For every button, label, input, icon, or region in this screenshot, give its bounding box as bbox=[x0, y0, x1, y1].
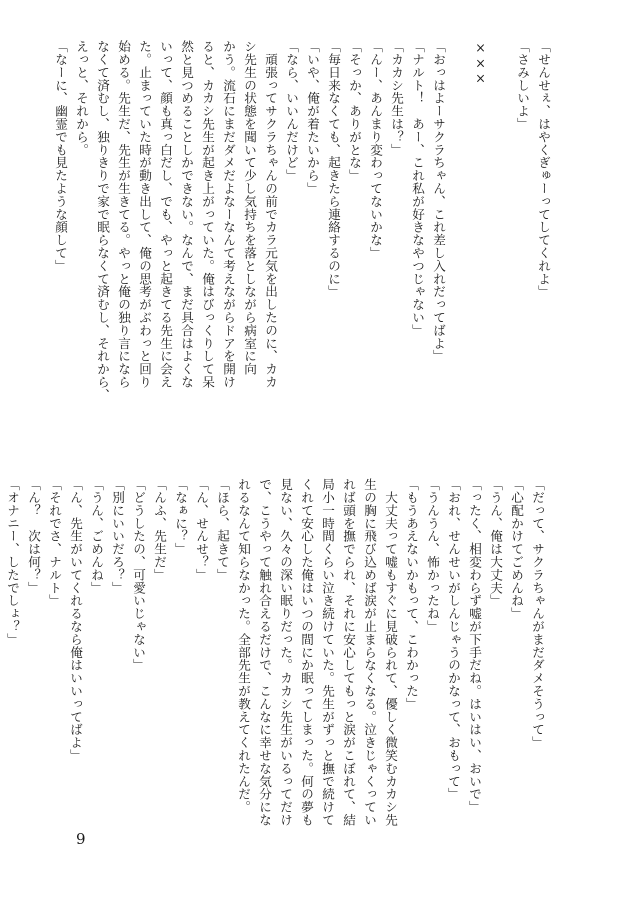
top-text-line: えっと、それから。 bbox=[74, 40, 89, 157]
bottom-text-line: で、こうやって触れ合えるだけで、こんなに幸せな気分にな bbox=[257, 478, 272, 827]
top-text-line: ××× bbox=[473, 40, 488, 86]
bottom-text-line: れるなんて知らなかった。全部先生が教えてくれたんだ。 bbox=[236, 478, 251, 814]
bottom-text-block bbox=[0, 478, 548, 828]
bottom-text-line: 「ん、せんせ？」 bbox=[194, 478, 209, 582]
top-text-line: かう。流石にまだダメだよなーなんて考えながらドアを開け bbox=[221, 40, 236, 389]
top-text-line: 然と見つめることしかできない。なんで、まだ具合はよくな bbox=[179, 40, 194, 389]
top-text-line: 「さみしいよ」 bbox=[515, 40, 530, 131]
bottom-text-line: 「オナニー、したでしょ？」 bbox=[5, 478, 20, 646]
top-text-line: た。止まっていた時が動き出して、俺の思考がぶわっと回り bbox=[137, 40, 152, 389]
top-text-line: なくて済むし、独りきりで家で眠らなくて済むし、それから、 bbox=[95, 40, 110, 402]
bottom-text-line: 「ほら、起きて」 bbox=[215, 478, 230, 582]
top-text-line: 「いや、俺が着たいから」 bbox=[305, 40, 320, 195]
top-text-line: 「なら、いいんだけど」 bbox=[284, 40, 299, 182]
bottom-text-line: 局小一時間くらい泣き続けていた。先生がずっと撫で続けて bbox=[320, 478, 335, 827]
top-text-line: 頑張ってサクラちゃんの前でカラ元気を出したのに、カカ bbox=[263, 40, 278, 389]
top-text-line: いって、顔も真っ白だし、でも、やっと起きてる先生に会え bbox=[158, 40, 173, 389]
bottom-text-line: 「それでさ、ナルト」 bbox=[47, 478, 62, 607]
bottom-text-line: 「うん、ごめんね」 bbox=[89, 478, 104, 595]
bottom-text-line: 「心配かけてごめんね」 bbox=[509, 478, 524, 620]
bottom-text-line: 「ん、先生がいてくれるなら俺はいいってばよ」 bbox=[68, 478, 83, 762]
bottom-text-line: 「うんうん、怖かったね」 bbox=[425, 478, 440, 633]
top-text-line: 「カカシ先生は？」 bbox=[389, 40, 404, 157]
bottom-text-line: 「別にいいだろ？」 bbox=[110, 478, 125, 595]
bottom-text-line: 見ない、久々の深い眠りだった。カカシ先生がいるってだけ bbox=[278, 478, 293, 827]
top-text-line: ると、カカシ先生が起き上がっていた。俺はびっくりして呆 bbox=[200, 40, 215, 389]
top-text-line: 始める。先生だ、先生が生きてる。やっと俺の独り言になら bbox=[116, 40, 131, 389]
top-text-block bbox=[50, 40, 554, 402]
top-text-line bbox=[491, 40, 512, 390]
bottom-text-line: 「うん、俺は大丈夫」 bbox=[488, 478, 503, 607]
bottom-text-line: 「なぁに？」 bbox=[173, 478, 188, 556]
bottom-text-line: 「ん？ 次は何？」 bbox=[26, 478, 41, 595]
top-text-line: 「ナルト！ あー、これ私が好きなやつじゃない」 bbox=[410, 40, 425, 337]
bottom-text-line bbox=[0, 478, 2, 828]
bottom-text-line: くれて安心した俺はいつの間にか眠ってしまった。何の夢も bbox=[299, 478, 314, 827]
page-number: 9 bbox=[76, 830, 86, 848]
top-text-line: 「そっか、ありがとな」 bbox=[347, 40, 362, 182]
top-text-line: シ先生の状態を聞いて少し気持ちを落としながら病室に向 bbox=[242, 40, 257, 376]
bottom-text-line: 大丈夫って嘘もすぐに見破られて、優しく微笑むカカシ先 bbox=[383, 478, 398, 827]
top-text-line: 「毎日来なくても、起きたら連絡するのに」 bbox=[326, 40, 341, 298]
top-text-line bbox=[449, 40, 470, 390]
top-text-line: 「おっはよーサクラちゃん、これ差し入れだってばよ」 bbox=[431, 40, 446, 363]
top-text-line: 「なーに、幽霊でも見たような顔して」 bbox=[53, 40, 68, 273]
top-text-line: 「んー、あんまり変わってないかな」 bbox=[368, 40, 383, 260]
bottom-text-line: 生の胸に飛び込めば涙が止まらなくなる。泣きじゃくってい bbox=[362, 478, 377, 827]
bottom-text-line: 「ったく、相変わらず嘘が下手だね。はいはい、おいで」 bbox=[467, 478, 482, 814]
bottom-text-line: 「おれ、せんせいがしんじゃうのかなって、おもって」 bbox=[446, 478, 461, 801]
bottom-text-line: 「どうしたの、可愛いじゃない」 bbox=[131, 478, 146, 672]
bottom-text-line: 「もうあえないかもって、こわかった」 bbox=[404, 478, 419, 711]
bottom-text-line: 「だって、サクラちゃんがまだダメそうって」 bbox=[530, 478, 545, 749]
bottom-text-line: れば頭を撫でられ、それに安心してもっと涙がこぼれて、結 bbox=[341, 478, 356, 827]
bottom-text-line: 「んふ、先生だ」 bbox=[152, 478, 167, 582]
top-text-line: 「せんせぇ、はやくぎゅーってしてくれよ」 bbox=[536, 40, 551, 298]
